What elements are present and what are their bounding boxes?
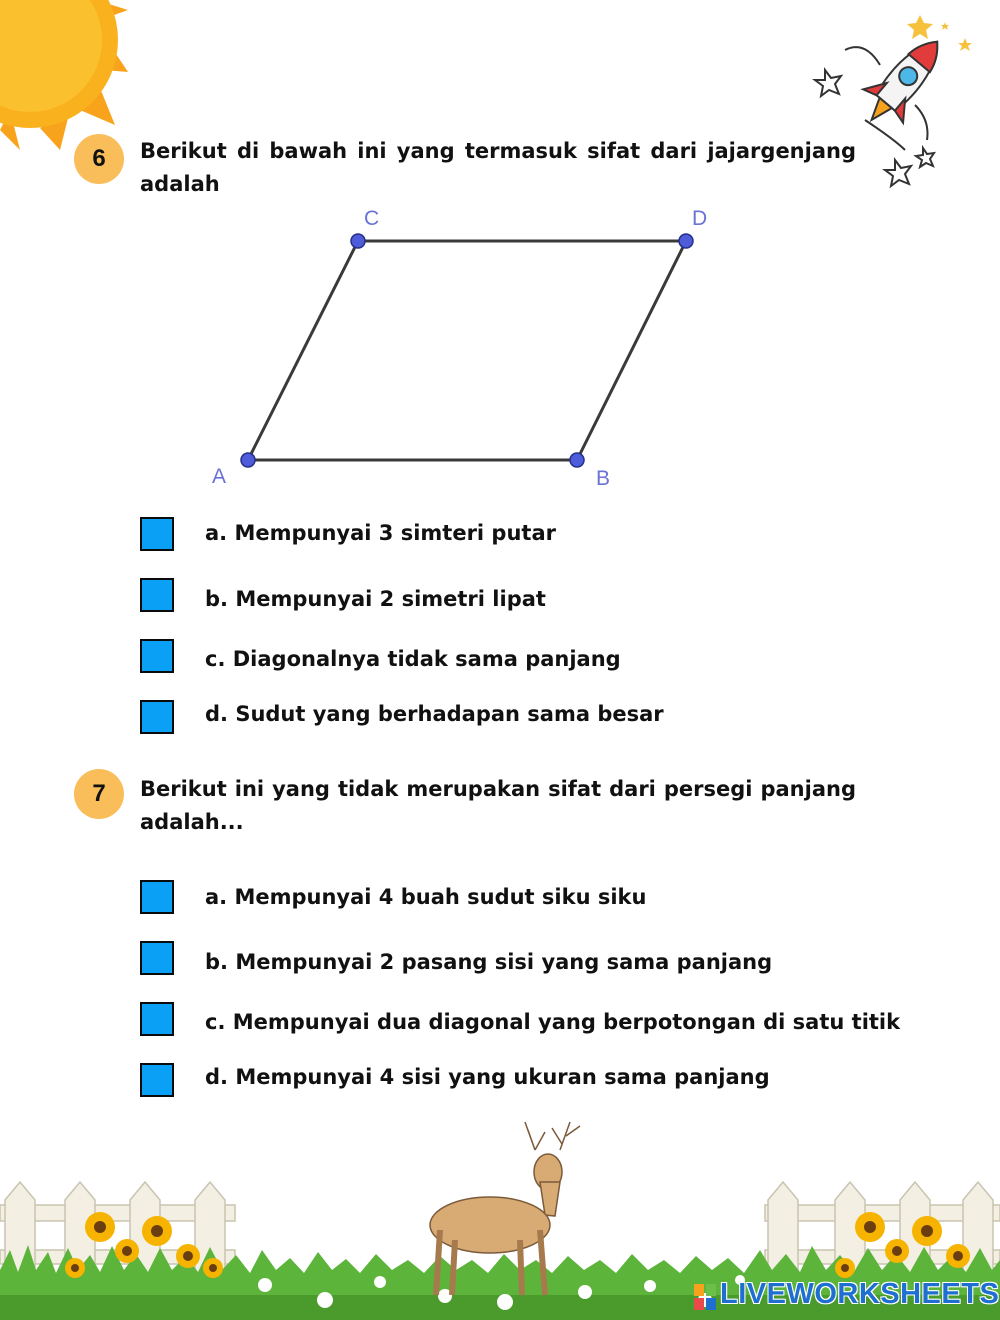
- star-icon: [907, 15, 933, 39]
- option-label-q7-a: a. Mempunyai 4 buah sudut siku siku: [205, 885, 647, 909]
- option-label-q6-d: d. Sudut yang berhadapan sama besar: [205, 702, 664, 726]
- vertex-point-d: [679, 234, 693, 248]
- question-number: 7: [92, 780, 106, 807]
- option-checkbox-q6-b[interactable]: [140, 578, 174, 612]
- question-number-badge: [74, 769, 124, 819]
- option-label-q7-d: d. Mempunyai 4 sisi yang ukuran sama panjang: [205, 1065, 770, 1089]
- vertex-label-c: C: [364, 207, 380, 230]
- option-label-q7-b: b. Mempunyai 2 pasang sisi yang sama panjang: [205, 950, 773, 974]
- vertex-point-a: [241, 453, 255, 467]
- option-checkbox-q6-c[interactable]: [140, 639, 174, 673]
- liveworksheets-brand: LIVEWORKSHEETS: [720, 1278, 1000, 1310]
- vertex-point-c: [351, 234, 365, 248]
- parallelogram-shape: [248, 241, 686, 460]
- option-checkbox-q7-a[interactable]: [140, 880, 174, 914]
- question-number-badge: [74, 134, 124, 184]
- star-icon: [815, 70, 841, 96]
- option-checkbox-q7-c[interactable]: [140, 1002, 174, 1036]
- option-label-q6-a: a. Mempunyai 3 simteri putar: [205, 521, 556, 545]
- question-text: Berikut ini yang tidak merupakan sifat dari persegi panjang adalah...: [140, 777, 856, 834]
- star-icon: [958, 38, 972, 51]
- liveworksheets-logo-icon: [694, 1284, 716, 1310]
- star-icon: [941, 22, 949, 30]
- vertex-point-b: [570, 453, 584, 467]
- option-checkbox-q7-d[interactable]: [140, 1063, 174, 1097]
- vertex-label-b: B: [596, 467, 611, 490]
- option-label-q6-b: b. Mempunyai 2 simetri lipat: [205, 587, 546, 611]
- vertex-label-a: A: [212, 465, 227, 488]
- vertex-label-d: D: [692, 207, 708, 230]
- parallelogram-figure: [200, 195, 740, 495]
- option-checkbox-q6-a[interactable]: [140, 517, 174, 551]
- option-label-q7-c: c. Mempunyai dua diagonal yang berpotongan di satu titik: [205, 1010, 901, 1034]
- option-checkbox-q6-d[interactable]: [140, 700, 174, 734]
- star-icon: [916, 148, 934, 167]
- option-checkbox-q7-b[interactable]: [140, 941, 174, 975]
- question-number: 6: [92, 145, 106, 172]
- option-label-q6-c: c. Diagonalnya tidak sama panjang: [205, 647, 621, 671]
- star-icon: [885, 160, 911, 186]
- question-text: Berikut di bawah ini yang termasuk sifat dari jajargenjang adalah: [140, 139, 856, 196]
